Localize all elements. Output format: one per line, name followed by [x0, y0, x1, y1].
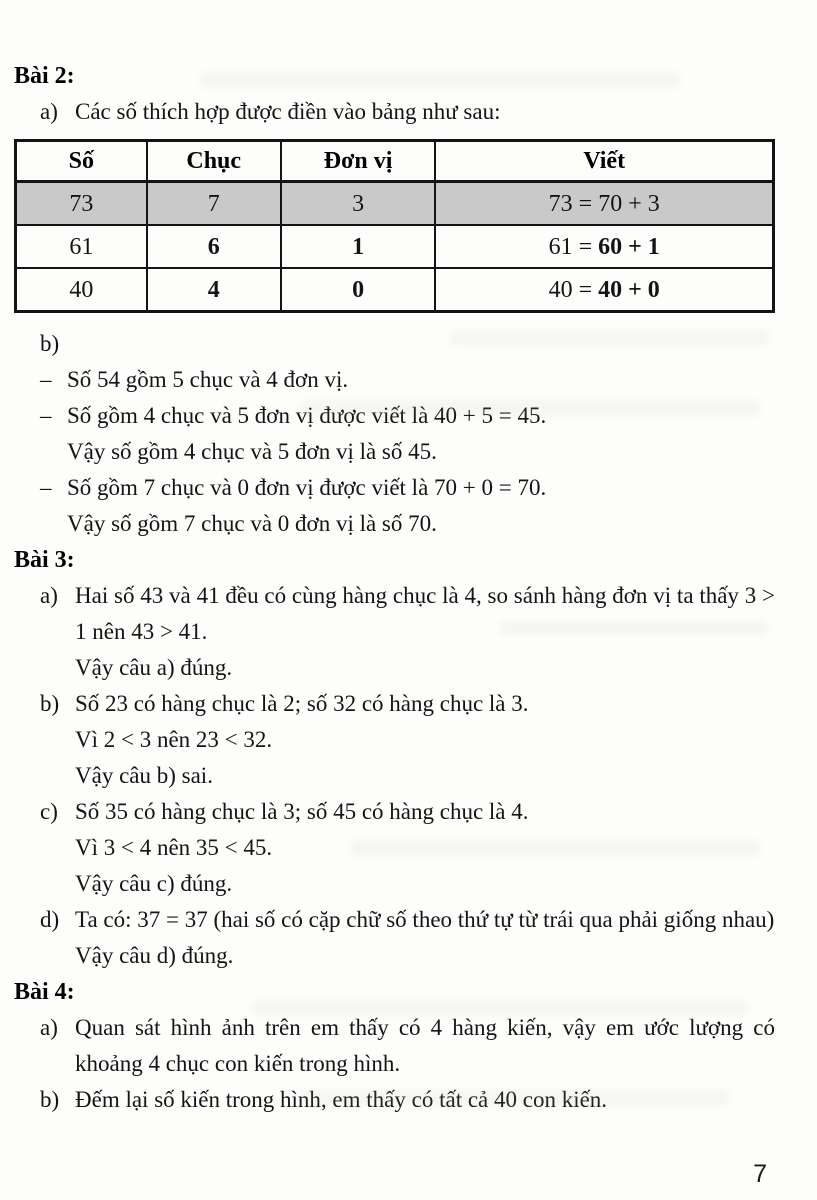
cell-don-vi: 3: [281, 182, 436, 226]
dash-marker: –: [40, 403, 52, 428]
part-a-label: a): [40, 99, 58, 124]
exercise-3-heading: Bài 3:: [14, 547, 75, 573]
column-header-viet: Viết: [435, 141, 773, 182]
cell-chuc: 7: [147, 182, 281, 226]
lettered-item-c: c) Số 35 có hàng chục là 3; số 45 có hàng chục là 4.: [40, 794, 775, 830]
column-header-so: Số: [16, 141, 147, 182]
cell-so: 73: [16, 182, 147, 226]
cell-don-vi: 0: [281, 268, 436, 312]
item-label: a): [40, 1015, 58, 1040]
page-number: 7: [753, 1160, 767, 1188]
exercise-2-part-b-label: b): [40, 331, 60, 356]
item-conclusion: Vậy câu b) sai.: [75, 763, 213, 788]
dash-marker: –: [40, 367, 52, 392]
cell-so: 40: [16, 268, 147, 312]
table-header-row: [16, 141, 774, 182]
item-label: b): [40, 691, 60, 716]
cell-viet: 40 = 40 + 0: [435, 268, 773, 312]
lettered-item-a: a) Quan sát hình ảnh trên em thấy có 4 hàng kiến, vậy em ước lượng có khoảng 4 chục con kiến trong hình.: [40, 1010, 775, 1082]
bullet-item: – Số 54 gồm 5 chục và 4 đơn vị.: [40, 362, 775, 398]
table-row-73: [16, 182, 774, 226]
part-a-text: Các số thích hợp được điền vào bảng như sau:: [75, 99, 501, 124]
cell-chuc: 6: [147, 225, 281, 268]
item-label: b): [40, 1087, 60, 1112]
cell-viet: 61 = 60 + 1: [435, 225, 773, 268]
place-value-table: [14, 139, 775, 313]
bullet-note: Vậy số gồm 4 chục và 5 đơn vị là số 45.: [67, 439, 437, 464]
lettered-item-b: b) Đếm lại số kiến trong hình, em thấy có tất cả 40 con kiến.: [40, 1082, 775, 1118]
lettered-item-b: b) Số 23 có hàng chục là 2; số 32 có hàng chục là 3.: [40, 686, 775, 722]
item-label: d): [40, 907, 60, 932]
item-conclusion: Vậy câu c) đúng.: [75, 871, 233, 896]
item-conclusion: Vậy câu a) đúng.: [75, 655, 233, 680]
bullet-note: Vậy số gồm 7 chục và 0 đơn vị là số 70.: [67, 511, 437, 536]
cell-chuc: 4: [147, 268, 281, 312]
item-reason: Vì 3 < 4 nên 35 < 45.: [75, 835, 273, 860]
item-conclusion: Vậy câu d) đúng.: [75, 943, 234, 968]
bullet-item: – Số gồm 7 chục và 0 đơn vị được viết là 70 + 0 = 70.: [40, 470, 775, 506]
cell-don-vi: 1: [281, 225, 436, 268]
lettered-item-a: a) Hai số 43 và 41 đều có cùng hàng chục là 4, so sánh hàng đơn vị ta thấy 3 > 1 nên 43 > 41.: [40, 578, 775, 650]
exercise-2-part-a: [40, 94, 775, 130]
dash-marker: –: [40, 475, 52, 500]
column-header-chuc: Chục: [147, 141, 281, 182]
item-label: c): [40, 799, 58, 824]
exercise-4-heading: Bài 4:: [14, 979, 75, 1005]
column-header-don-vi: Đơn vị: [281, 141, 436, 182]
bullet-item: – Số gồm 4 chục và 5 đơn vị được viết là 40 + 5 = 45.: [40, 398, 775, 434]
cell-viet: 73 = 70 + 3: [435, 182, 773, 226]
item-reason: Vì 2 < 3 nên 23 < 32.: [75, 727, 273, 752]
lettered-item-d: d) Ta có: 37 = 37 (hai số có cặp chữ số theo thứ tự từ trái qua phải giống nhau): [40, 902, 775, 938]
table-row-40: [16, 268, 774, 312]
item-label: a): [40, 583, 58, 608]
cell-so: 61: [16, 225, 147, 268]
exercise-2-heading: Bài 2:: [14, 63, 75, 89]
table-row-61: [16, 225, 774, 268]
